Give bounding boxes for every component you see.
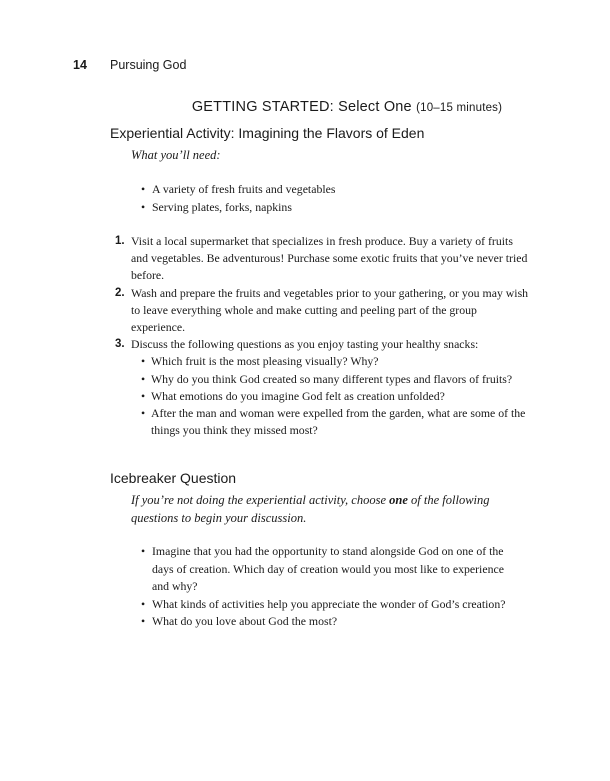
activity-heading: Experiential Activity: Imagining the Flavors of Eden — [110, 125, 425, 141]
section-duration: (10–15 minutes) — [416, 102, 503, 114]
step-item — [111, 285, 531, 337]
section-title — [0, 99, 610, 115]
intro-emphasis: one — [389, 493, 408, 507]
list-item: • Serving plates, forks, napkins — [131, 199, 335, 217]
list-item: • Why do you think God created so many different types and flavors of fruits? — [131, 371, 531, 388]
list-item: • Which fruit is the most pleasing visually? Why? — [131, 353, 531, 370]
list-item: • What do you love about God the most? — [131, 613, 523, 631]
step-text: Discuss the following questions as you enjoy tasting your healthy snacks: — [131, 337, 479, 352]
intro-text: of the following questions to begin your discussion. — [131, 493, 490, 525]
icebreaker-list — [131, 543, 523, 631]
needs-label: What you’ll need: — [131, 148, 221, 162]
discussion-questions — [131, 353, 531, 439]
step-text: Wash and prepare the fruits and vegetables prior to your gathering, or you may wish to leave everything whole and make cutting and peeling part of the group experience. — [131, 285, 529, 335]
page-number: 14 — [73, 58, 87, 72]
section-title-main: GETTING STARTED: Select One — [191, 99, 412, 115]
running-title: Pursuing God — [110, 58, 187, 72]
needs-list — [131, 181, 335, 216]
step-number: 2. — [115, 286, 125, 299]
step-number: 3. — [115, 338, 125, 351]
step-number: 1. — [115, 235, 125, 247]
list-item: • After the man and woman were expelled from the garden, what are some of the things you think they missed most? — [131, 405, 531, 439]
list-item: • What kinds of activities help you appreciate the wonder of God’s creation? — [131, 596, 523, 614]
list-item: • Imagine that you had the opportunity to stand alongside God on one of the days of creation. Which day of creation would you most like to experience and why? — [131, 543, 523, 596]
icebreaker-heading: Icebreaker Question — [110, 470, 237, 486]
step-text: Visit a local supermarket that specializes in fresh produce. Buy a variety of fruits and vegetables. Be adventurous! Purchase some exotic fruits that you’ve never tried before. — [131, 234, 528, 283]
steps-list — [111, 233, 531, 439]
intro-text: If you’re not doing the experiential activity, choose — [131, 493, 390, 507]
list-item: • What emotions do you imagine God felt as creation unfolded? — [131, 388, 531, 405]
step-item — [111, 233, 531, 285]
icebreaker-intro — [131, 491, 531, 527]
page-header — [73, 58, 186, 72]
step-item — [111, 336, 531, 439]
list-item: • A variety of fresh fruits and vegetables — [131, 181, 335, 199]
